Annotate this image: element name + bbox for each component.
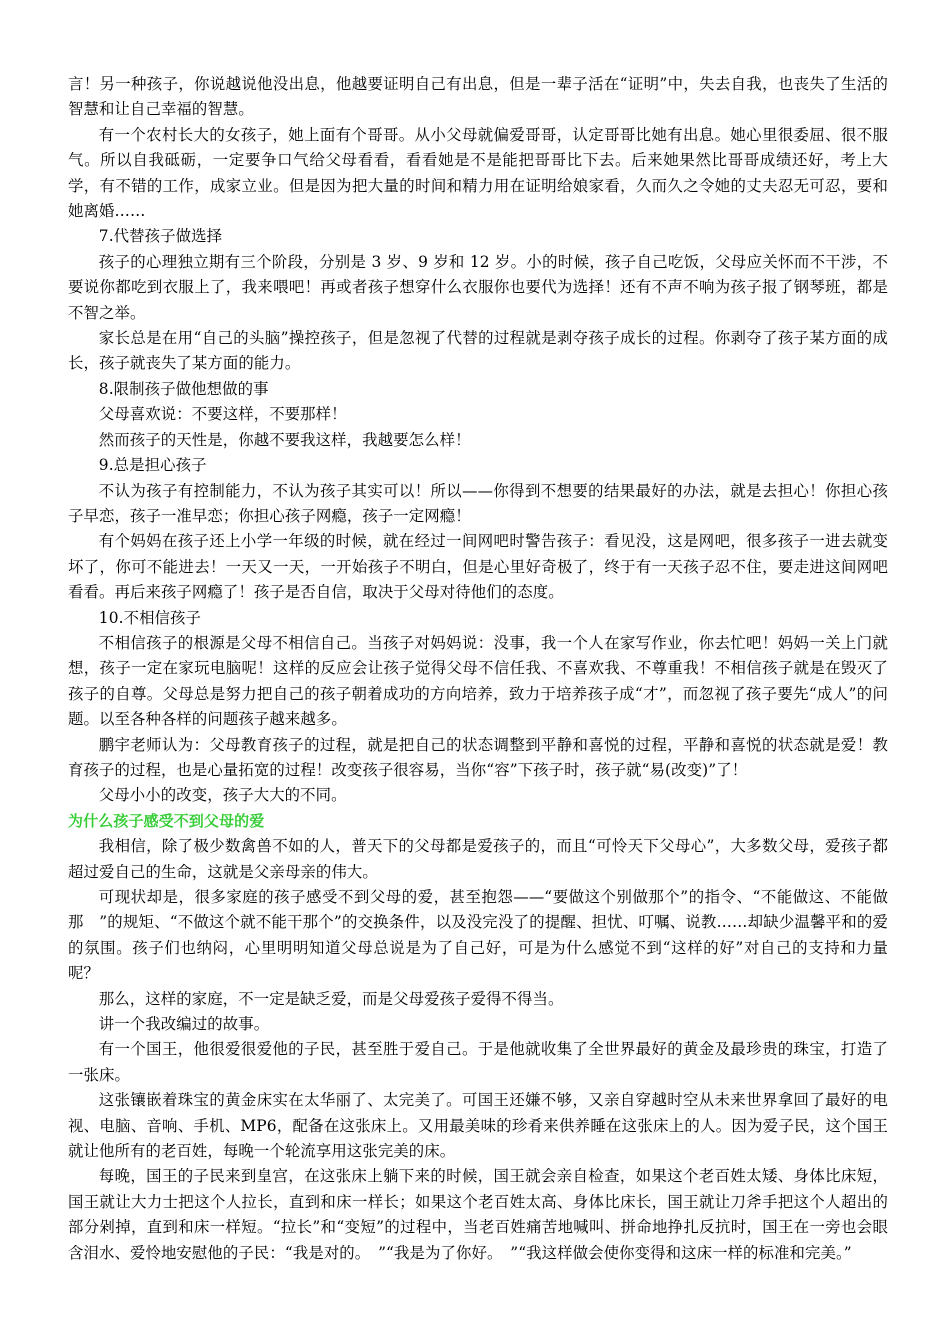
section-title: 为什么孩子感受不到父母的爱 [68, 811, 265, 830]
body-paragraph: 这张镶嵌着珠宝的黄金床实在太华丽了、太完美了。可国王还嫌不够，又亲自穿越时空从未来世界拿回了最好的电视、电脑、音响、手机、MP6，配备在这张床上。又用最美味的珍肴来供养睡在这张床上的人。因为爱子民，这个国王就让他所有的老百姓，每晚一个轮流享用这张完美的床。 [68, 1091, 888, 1161]
body-paragraph: 父母小小的改变，孩子大大的不同。 [98, 786, 347, 805]
document-page [68, 72, 888, 1266]
body-paragraph: 有一个农村长大的女孩子，她上面有个哥哥。从小父母就偏爱哥哥，认定哥哥比她有出息。她心里很委屈、很不服气。所以自我砥砺，一定要争口气给父母看看，看看她是不是能把哥哥比下去。后来她果然比哥哥成绩还好，考上大学，有不错的工作，成家立业。但是因为把大量的时间和精力用在证明给娘家看，久而久之令她的丈夫忍无可忍，要和她离婚…… [68, 125, 888, 221]
body-paragraph: 讲一个我改编过的故事。 [98, 1015, 270, 1034]
body-paragraph: 鹏宇老师认为：父母教育孩子的过程，就是把自己的状态调整到平静和喜悦的过程，平静和喜悦的状态就是爱！教育孩子的过程，也是心量拓宽的过程！改变孩子很容易，当你“容”下孩子时，孩子就“易(改变)”了！ [68, 735, 888, 779]
body-paragraph: 可现状却是，很多家庭的孩子感受不到父母的爱，甚至抱怨——“要做这个别做那个”的指令、“不能做这、不能做那 ”的规矩、“不做这个就不能干那个”的交换条件，以及没完没了的提醒、担忧、叮嘱、说教……却缺少温馨平和的爱的氛围。孩子们也纳闷，心里明明知道父母总说是为了自己好，可是为什么感觉不到“这样的好”对自己的支持和力量呢？ [68, 888, 888, 983]
numbered-heading: 8.限制孩子做他想做的事 [98, 379, 269, 398]
body-paragraph: 有一个国王，他很爱很爱他的子民，甚至胜于爱自己。于是他就收集了全世界最好的黄金及最珍贵的珠宝，打造了一张床。 [68, 1040, 888, 1084]
body-paragraph: 不相信孩子的根源是父母不相信自己。当孩子对妈妈说：没事，我一个人在家写作业，你去忙吧！妈妈一关上门就想，孩子一定在家玩电脑呢！这样的反应会让孩子觉得父母不信任我、不喜欢我、不尊重我！不相信孩子就是在毁灭了孩子的自尊。父母总是努力把自己的孩子朝着成功的方向培养，致力于培养孩子成“才”，而忽视了孩子要先“成人”的问题。以至各种各样的问题孩子越来越多。 [68, 633, 888, 729]
numbered-heading: 9.总是担心孩子 [98, 456, 207, 475]
body-paragraph: 每晚，国王的子民来到皇宫，在这张床上躺下来的时候，国王就会亲自检查，如果这个老百姓太矮、身体比床短，国王就让大力士把这个人拉长，直到和床一样长；如果这个老百姓太高、身体比床长，国王就让刀斧手把这个人超出的部分剁掉，直到和床一样短。“拉长”和“变短”的过程中，当老百姓痛苦地喊叫、拼命地挣扎反抗时，国王在一旁也会眼含泪水、爱怜地安慰他的子民：“我是对的。 ”“我是为了你好。 ”“我这样做会使你变得和这床一样的标准和完美。” [68, 1167, 888, 1262]
body-paragraph: 那么，这样的家庭，不一定是缺乏爱，而是父母爱孩子爱得不得当。 [98, 989, 564, 1008]
body-paragraph: 有个妈妈在孩子还上小学一年级的时候，就在经过一间网吧时警告孩子：看见没，这是网吧，很多孩子一进去就变坏了，你可不能进去！一天又一天，一开始孩子不明白，但是心里好奇极了，终于有一天孩子忍不住，要走进这间网吧看看。再后来孩子网瘾了！孩子是否自信，取决于父母对待他们的态度。 [68, 532, 888, 602]
body-paragraph-continued: 言！另一种孩子，你说越说他没出息，他越要证明自己有出息，但是一辈子活在“证明”中，失去自我，也丧失了生活的智慧和让自己幸福的智慧。 [68, 75, 888, 119]
numbered-heading: 7.代替孩子做选择 [98, 227, 223, 246]
body-paragraph: 我相信，除了极少数禽兽不如的人，普天下的父母都是爱孩子的，而且“可怜天下父母心”，大多数父母，爱孩子都超过爱自己的生命，这就是父亲母亲的伟大。 [68, 837, 888, 881]
body-paragraph: 父母喜欢说：不要这样，不要那样！ [98, 405, 347, 424]
body-paragraph: 家长总是在用“自己的头脑”操控孩子，但是忽视了代替的过程就是剥夺孩子成长的过程。你剥夺了孩子某方面的成长，孩子就丧失了某方面的能力。 [68, 329, 888, 373]
numbered-heading: 10.不相信孩子 [98, 608, 202, 627]
body-paragraph: 不认为孩子有控制能力，不认为孩子其实可以！所以——你得到不想要的结果最好的办法，就是去担心！你担心孩子早恋，孩子一准早恋；你担心孩子网瘾，孩子一定网瘾！ [68, 481, 888, 525]
body-paragraph: 孩子的心理独立期有三个阶段，分别是 3 岁、9 岁和 12 岁。小的时候，孩子自己吃饭，父母应关怀而不干涉，不要说你都吃到衣服上了，我来喂吧！再或者孩子想穿什么衣服你也要代为选择！还有不声不响为孩子报了钢琴班，都是不智之举。 [68, 252, 888, 322]
body-paragraph: 然而孩子的天性是，你越不要我这样，我越要怎么样！ [98, 430, 471, 449]
